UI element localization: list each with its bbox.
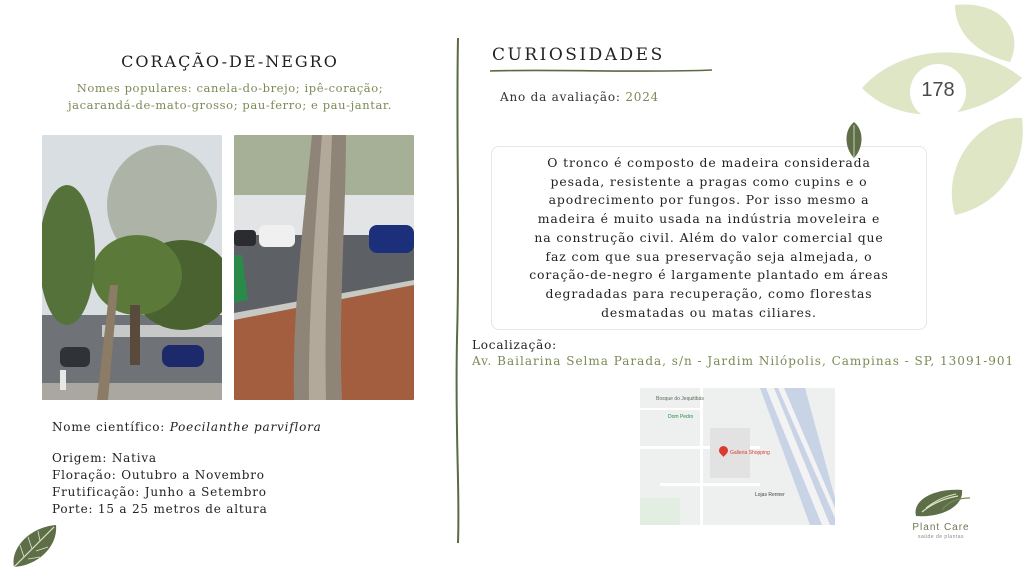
description-line: desmatadas ou matas ciliares. [601, 304, 817, 320]
scientific-name [52, 420, 322, 434]
trunk-photo [234, 135, 414, 400]
title-underline [490, 68, 712, 74]
evaluation-year-label: Ano da avaliação: [500, 90, 626, 104]
description-line: madeira é muito usada na indústria moveleira e [537, 211, 881, 227]
plant-care-logo-icon [912, 486, 972, 520]
map-label: Lojas Renner [755, 492, 785, 498]
brand-tagline: saúde de plantas [917, 534, 965, 540]
popular-names [40, 80, 420, 114]
location-address: Av. Bailarina Selma Parada, s/n - Jardim Nilópolis, Campinas - SP, 13091-901 [472, 354, 1015, 368]
location-label: Localização: [472, 338, 557, 352]
fact-fruiting: Frutificação: Junho a Setembro [52, 485, 267, 499]
tree-photo [42, 135, 222, 400]
description-line: faz com que sua preservação seja almejada, o [545, 248, 873, 264]
evaluation-year [500, 90, 659, 104]
vertical-divider [455, 38, 461, 543]
popular-names-line: jacarandá-de-mato-grosso; pau-ferro; e pau-jantar. [67, 98, 393, 112]
location-map[interactable] [640, 388, 835, 525]
description-line: O tronco é composto de madeira considerada [547, 155, 871, 170]
evaluation-year-value: 2024 [625, 90, 660, 104]
description-line: coração-de-negro é largamente plantado em áreas [529, 267, 889, 283]
description-text [501, 154, 917, 322]
description-line: degradadas para recuperação, como florestas [545, 285, 873, 301]
species-title: CORAÇÃO-DE-NEGRO [121, 52, 339, 71]
map-label: Galleria Shopping [730, 450, 770, 456]
fact-flowering: Floração: Outubro a Novembro [52, 468, 265, 482]
map-image [640, 388, 835, 525]
scientific-name-value: Poecilanthe parviflora [169, 420, 322, 434]
description-line: na construção civil. Além do valor comercial que [534, 229, 884, 245]
brand-name: Plant Care [912, 522, 970, 533]
map-label: Dom Pedro [668, 414, 694, 420]
scientific-name-label: Nome científico: [52, 420, 170, 434]
fact-origin: Origem: Nativa [52, 451, 157, 465]
page-number: 178 [910, 64, 966, 120]
description-line: apodrecimento por fungos. Por isso mesmo a [548, 192, 870, 208]
fact-size: Porte: 15 a 25 metros de altura [52, 502, 268, 516]
curiosities-title: CURIOSIDADES [492, 45, 665, 65]
leaf-icon [10, 523, 60, 569]
map-label: Bosque do Jequitibás [656, 396, 704, 402]
popular-names-line: Nomes populares: canela-do-brejo; ipê-coração; [76, 81, 384, 95]
species-facts [52, 450, 268, 518]
description-line: pesada, resistente a pragas como cupins e o [550, 173, 868, 189]
